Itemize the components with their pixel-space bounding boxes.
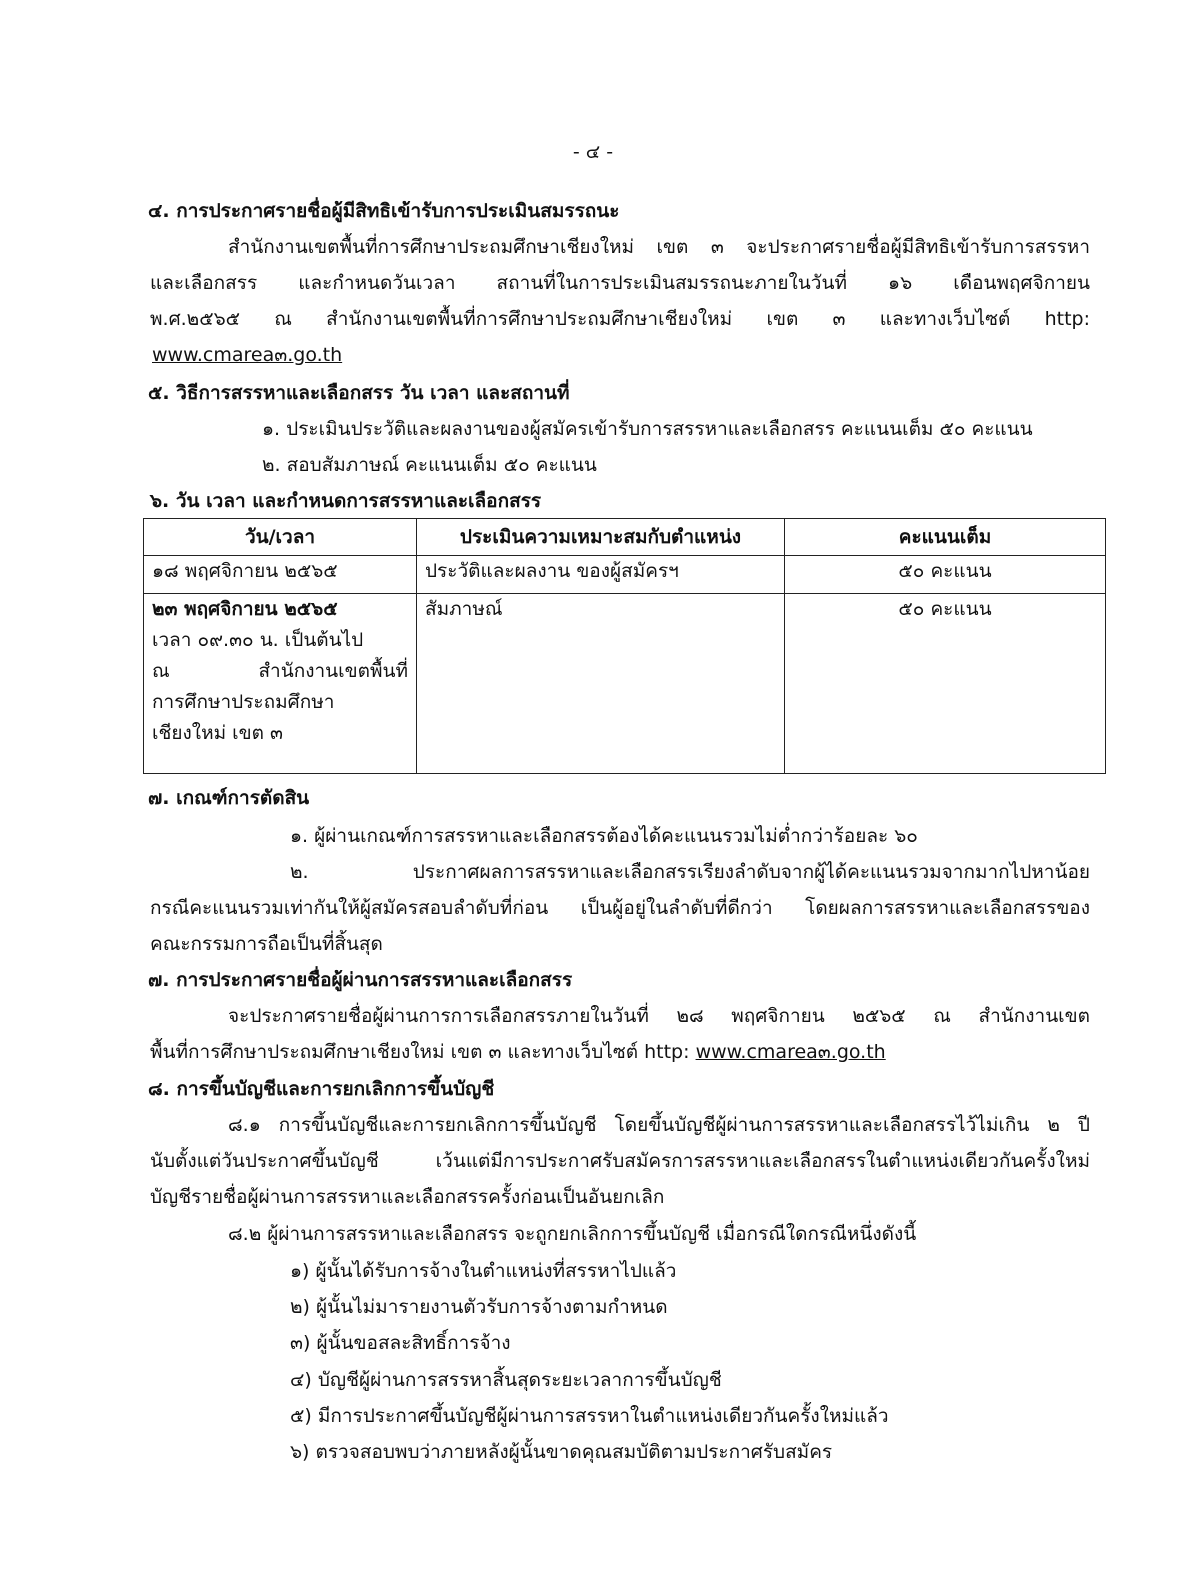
website-link[interactable]: www.cmarea๓.go.th xyxy=(152,344,343,366)
section-8-item: ๑) ผู้นั้นได้รับการจ้างในตำแหน่งที่สรรหาไปแล้ว xyxy=(290,1260,677,1282)
section-7-item-line: กรณีคะแนนรวมเท่ากันให้ผู้สมัครสอบลำดับที่ก่อน เป็นผู้อยู่ในลำดับที่ดีกว่า โดยผลการสรรหาและเลือกสรรของ xyxy=(150,897,1090,919)
table-cell-date: ๑๘ พฤศจิกายน ๒๕๖๕ xyxy=(144,556,417,593)
section-7-heading: ๗. เกณฑ์การตัดสิน xyxy=(148,787,310,809)
table-header: วัน/เวลา xyxy=(144,519,417,556)
table-header: คะแนนเต็ม xyxy=(785,519,1106,556)
section-7b-heading: ๗. การประกาศรายชื่อผู้ผ่านการสรรหาและเลือกสรร xyxy=(148,969,573,991)
section-4-heading: ๔. การประกาศรายชื่อผู้มีสิทธิเข้ารับการประเมินสมรรถนะ xyxy=(148,200,620,222)
section-8-p1-line: ๘.๑ การขึ้นบัญชีและการยกเลิกการขึ้นบัญชี โดยขึ้นบัญชีผู้ผ่านการสรรหาและเลือกสรรไว้ไม่เกิน ๒ ปี xyxy=(228,1114,1090,1136)
section-4-line: และเลือกสรร และกำหนดวันเวลา สถานที่ในการประเมินสมรรถนะภายในวันที่ ๑๖ เดือนพฤศจิกายน xyxy=(150,272,1090,294)
table-row xyxy=(144,556,1106,593)
section-7-item: ๑. ผู้ผ่านเกณฑ์การสรรหาและเลือกสรรต้องได้คะแนนรวมไม่ต่ำกว่าร้อยละ ๖๐ xyxy=(290,825,918,847)
section-8-p2: ๘.๒ ผู้ผ่านการสรรหาและเลือกสรร จะถูกยกเลิกการขึ้นบัญชี เมื่อกรณีใดกรณีหนึ่งดังนี้ xyxy=(228,1223,917,1245)
website-link[interactable]: www.cmarea๓.go.th xyxy=(695,1041,886,1063)
interview-date: ๒๓ พฤศจิกายน ๒๕๖๕ xyxy=(152,597,338,620)
table-header-row xyxy=(144,519,1106,556)
page-number: - ๔ - xyxy=(572,141,614,163)
section-8-item: ๕) มีการประกาศขึ้นบัญชีผู้ผ่านการสรรหาในตำแหน่งเดียวกันครั้งใหม่แล้ว xyxy=(290,1405,889,1427)
table-cell-item: ประวัติและผลงาน ของผู้สมัครฯ xyxy=(417,556,785,593)
section-7b-line xyxy=(150,1037,886,1067)
section-7b-line: จะประกาศรายชื่อผู้ผ่านการการเลือกสรรภายในวันที่ ๒๘ พฤศจิกายน ๒๕๖๕ ณ สำนักงานเขต xyxy=(228,1005,1090,1027)
section-5-heading: ๕. วิธีการสรรหาและเลือกสรร วัน เวลา และสถานที่ xyxy=(148,382,570,404)
interview-time: เวลา ๐๙.๓๐ น. เป็นต้นไป xyxy=(152,628,364,651)
section-8-item: ๓) ผู้นั้นขอสละสิทธิ์การจ้าง xyxy=(290,1332,511,1354)
schedule-table xyxy=(143,518,1106,774)
section-5-item: ๑. ประเมินประวัติและผลงานของผู้สมัครเข้ารับการสรรหาและเลือกสรร คะแนนเต็ม ๕๐ คะแนน xyxy=(262,418,1033,440)
section-5-item: ๒. สอบสัมภาษณ์ คะแนนเต็ม ๕๐ คะแนน xyxy=(262,454,597,476)
section-8-item: ๔) บัญชีผู้ผ่านการสรรหาสิ้นสุดระยะเวลาการขึ้นบัญชี xyxy=(290,1369,722,1391)
interview-place: ณ สำนักงานเขตพื้นที่ xyxy=(152,659,408,682)
section-8-heading: ๘. การขึ้นบัญชีและการยกเลิกการขึ้นบัญชี xyxy=(148,1078,495,1100)
section-4-line: พ.ศ.๒๕๖๕ ณ สำนักงานเขตพื้นที่การศึกษาประถมศึกษาเชียงใหม่ เขต ๓ และทางเว็บไซต์ http: xyxy=(150,308,1090,330)
table-cell-score: ๕๐ คะแนน xyxy=(785,593,1106,773)
table-row xyxy=(144,593,1106,773)
section-7b-line-text: พื้นที่การศึกษาประถมศึกษาเชียงใหม่ เขต ๓ และทางเว็บไซต์ http: xyxy=(150,1041,690,1063)
table-cell-score: ๕๐ คะแนน xyxy=(785,556,1106,593)
section-8-item: ๖) ตรวจสอบพบว่าภายหลังผู้นั้นขาดคุณสมบัติตามประกาศรับสมัคร xyxy=(290,1441,833,1463)
section-8-p1-line: นับตั้งแต่วันประกาศขึ้นบัญชี เว้นแต่มีการประกาศรับสมัครการสรรหาและเลือกสรรในตำแหน่งเดียวกันครั้งใหม่ xyxy=(150,1150,1090,1172)
section-8-p1-line: บัญชีรายชื่อผู้ผ่านการสรรหาและเลือกสรรครั้งก่อนเป็นอันยกเลิก xyxy=(150,1186,665,1208)
section-4-line: สำนักงานเขตพื้นที่การศึกษาประถมศึกษาเชียงใหม่ เขต ๓ จะประกาศรายชื่อผู้มีสิทธิเข้ารับการสรรหา xyxy=(228,236,1090,258)
section-7-item-line: ๒. ประกาศผลการสรรหาและเลือกสรรเรียงลำดับจากผู้ได้คะแนนรวมจากมากไปหาน้อย xyxy=(290,861,1090,883)
table-cell-date-detail xyxy=(144,593,417,773)
table-cell-item: สัมภาษณ์ xyxy=(417,593,785,773)
interview-place: เชียงใหม่ เขต ๓ xyxy=(152,721,284,744)
section-7-item-line: คณะกรรมการถือเป็นที่สิ้นสุด xyxy=(150,933,383,955)
table-header: ประเมินความเหมาะสมกับตำแหน่ง xyxy=(417,519,785,556)
section-6-heading: ๖. วัน เวลา และกำหนดการสรรหาและเลือกสรร xyxy=(150,490,542,512)
interview-place: การศึกษาประถมศึกษา xyxy=(152,690,335,713)
section-8-item: ๒) ผู้นั้นไม่มารายงานตัวรับการจ้างตามกำหนด xyxy=(290,1296,668,1318)
